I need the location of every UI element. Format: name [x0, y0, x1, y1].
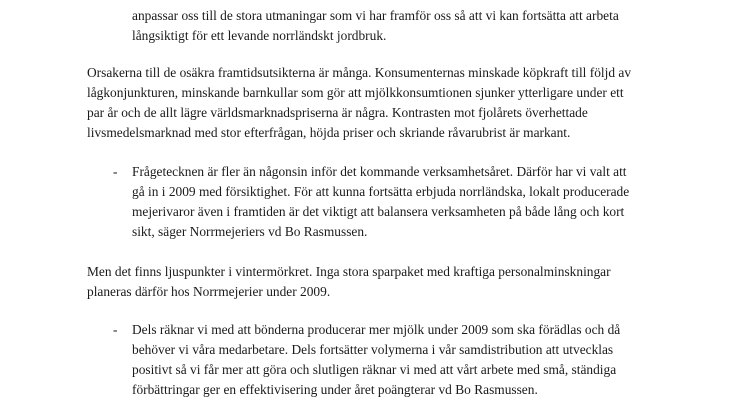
text-line: gå in i 2009 med försiktighet. För att kunna fortsätta erbjuda norrländska, lokalt producerade — [132, 184, 630, 199]
text-line: livsmedelsmarknad med stor efterfrågan, höjda priser och skriande råvarubrist är markant. — [87, 125, 571, 140]
light-points-paragraph — [87, 262, 611, 302]
text-line: par år och de allt lägre världsmarknadspriserna är några. Kontrasten mot fjolårets överhettade — [87, 105, 588, 120]
text-line: Men det finns ljuspunkter i vintermörkret. Inga stora sparpaket med kraftiga personalminskningar — [87, 264, 611, 279]
quote-dash: - — [113, 322, 118, 337]
text-line: lågkonjunkturen, minskande barnkullar som gör att mjölkkonsumtionen sjunker ytterligare under ett — [87, 85, 624, 100]
text-line: Dels räknar vi med att bönderna producerar mer mjölk under 2009 som ska förädlas och då — [132, 322, 621, 337]
text-line: mejerivaror även i framtiden är det viktigt att balansera verksamheten på både lång och kort — [132, 204, 625, 219]
text-line: sikt, säger Norrmejeriers vd Bo Rasmussen. — [132, 224, 368, 239]
quote-paragraph-ceo-1 — [132, 162, 629, 242]
quote-paragraph-ceo-2 — [132, 320, 620, 400]
text-line: positivt så vi får mer att göra och slutligen räknar vi med att vårt arbete med små, ständiga — [132, 362, 617, 377]
text-line: långsiktigt för ett levande norrländskt jordbruk. — [132, 28, 387, 43]
text-line: förbättringar ger en effektivisering under året poängterar vd Bo Rasmussen. — [132, 382, 538, 397]
text-line: behöver vi våra medarbetare. Dels fortsätter volymerna i vår samdistribution att utvecklas — [132, 342, 614, 357]
quote-dash: - — [113, 164, 118, 179]
text-line: planeras därför hos Norrmejerier under 2009. — [87, 284, 331, 299]
intro-paragraph — [132, 6, 619, 46]
causes-paragraph — [87, 63, 631, 143]
text-line: anpassar oss till de stora utmaningar som vi har framför oss så att vi kan fortsätta att arbeta — [132, 8, 619, 23]
text-line: Orsakerna till de osäkra framtidsutsikterna är många. Konsumenternas minskade köpkraft till följd av — [87, 65, 632, 80]
text-line: Frågetecknen är fler än någonsin inför det kommande verksamhetsåret. Därför har vi valt att — [132, 164, 627, 179]
